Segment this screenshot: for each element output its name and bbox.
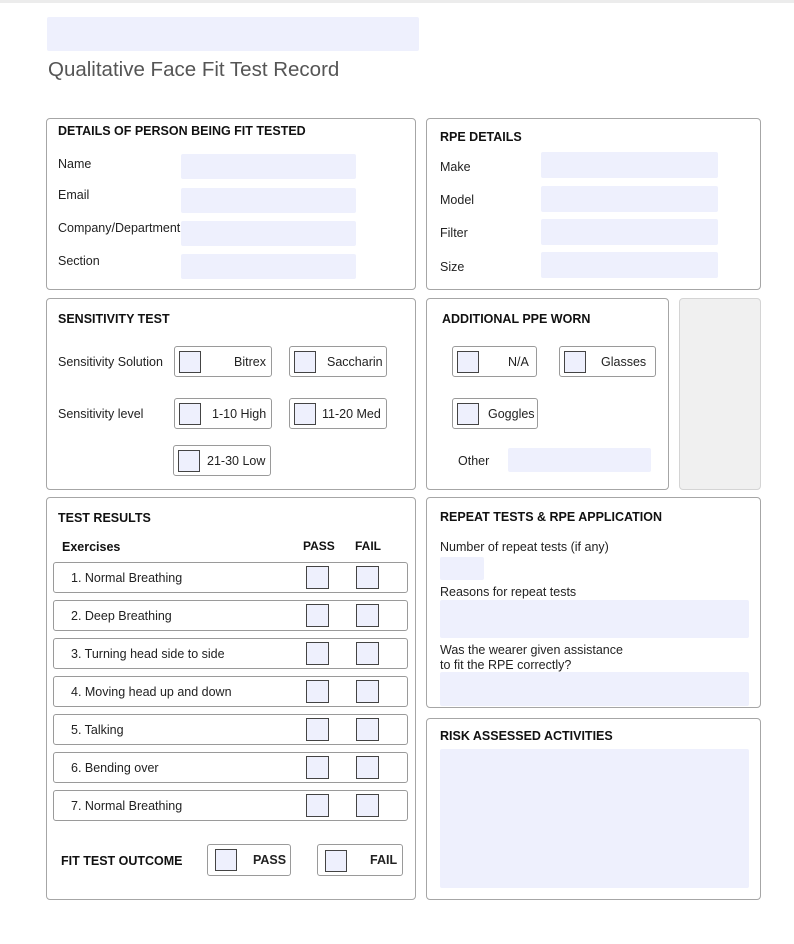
pass-checkbox[interactable] (306, 680, 329, 703)
exercise-row (53, 676, 408, 707)
sensitivity-level-label: Sensitivity level (58, 407, 144, 421)
fail-checkbox[interactable] (356, 680, 379, 703)
exercises-header: Exercises (62, 540, 121, 554)
level-med-label: 11-20 Med (322, 406, 381, 421)
level-high-label: 1-10 High (212, 406, 267, 421)
company-label: Company/Department (58, 221, 181, 235)
exercise-row (53, 714, 408, 745)
fail-checkbox[interactable] (356, 718, 379, 741)
sensitivity-solution-label: Sensitivity Solution (58, 355, 163, 369)
risk-assessed-field[interactable] (440, 749, 749, 888)
exercise-row (53, 790, 408, 821)
risk-assessed-panel (426, 718, 761, 900)
page-title: Qualitative Face Fit Test Record (48, 58, 340, 81)
pass-checkbox[interactable] (306, 794, 329, 817)
exercise-label: 6. Bending over (71, 761, 159, 775)
ppe-na-label: N/A (508, 354, 529, 369)
fail-checkbox[interactable] (356, 642, 379, 665)
level-med-checkbox[interactable] (294, 403, 316, 425)
ppe-other-label: Other (458, 454, 490, 468)
model-field[interactable] (541, 186, 718, 212)
ppe-other-field[interactable] (508, 448, 651, 472)
bitrex-option[interactable] (174, 346, 272, 377)
exercise-label: 3. Turning head side to side (71, 647, 225, 661)
person-details-panel (46, 118, 416, 290)
sensitivity-test-panel (46, 298, 416, 490)
level-med-option[interactable] (289, 398, 387, 429)
pass-checkbox[interactable] (306, 718, 329, 741)
level-low-checkbox[interactable] (178, 450, 200, 472)
assistance-label-line1: Was the wearer given assistance (440, 643, 623, 657)
level-high-option[interactable] (174, 398, 272, 429)
ppe-na-option[interactable] (452, 346, 537, 377)
exercise-label: 4. Moving head up and down (71, 685, 232, 699)
saccharin-checkbox[interactable] (294, 351, 316, 373)
company-field[interactable] (181, 221, 356, 246)
ppe-goggles-checkbox[interactable] (457, 403, 479, 425)
exercise-label: 7. Normal Breathing (71, 799, 183, 813)
repeat-number-label: Number of repeat tests (if any) (440, 540, 609, 554)
ppe-na-checkbox[interactable] (457, 351, 479, 373)
header-field[interactable] (47, 17, 419, 51)
repeat-number-field[interactable] (440, 557, 484, 580)
pass-checkbox[interactable] (306, 604, 329, 627)
bitrex-label: Bitrex (234, 354, 266, 369)
outcome-fail-label: FAIL (370, 853, 398, 867)
exercise-label: 1. Normal Breathing (71, 571, 183, 585)
fail-checkbox[interactable] (356, 794, 379, 817)
filter-field[interactable] (541, 219, 718, 245)
top-border (0, 0, 794, 3)
repeat-tests-panel (426, 497, 761, 708)
fail-checkbox[interactable] (356, 756, 379, 779)
exercise-row (53, 752, 408, 783)
section-label: Section (58, 254, 100, 268)
pass-checkbox[interactable] (306, 756, 329, 779)
make-field[interactable] (541, 152, 718, 178)
ppe-glasses-label: Glasses (601, 354, 647, 369)
sensitivity-test-heading: SENSITIVITY TEST (58, 312, 170, 326)
section-field[interactable] (181, 254, 356, 279)
grey-side-panel (679, 298, 761, 490)
assistance-label-line2: to fit the RPE correctly? (440, 658, 572, 672)
ppe-goggles-option[interactable] (452, 398, 538, 429)
size-label: Size (440, 260, 465, 274)
bitrex-checkbox[interactable] (179, 351, 201, 373)
outcome-pass-checkbox[interactable] (215, 849, 237, 871)
ppe-glasses-option[interactable] (559, 346, 656, 377)
rpe-details-panel (426, 118, 761, 290)
fit-test-outcome-label: FIT TEST OUTCOME (61, 854, 183, 868)
make-label: Make (440, 160, 471, 174)
ppe-goggles-label: Goggles (488, 406, 535, 421)
outcome-pass-option[interactable] (207, 844, 291, 876)
exercise-row (53, 600, 408, 631)
risk-assessed-heading: RISK ASSESSED ACTIVITIES (440, 729, 613, 743)
additional-ppe-panel (426, 298, 669, 490)
pass-header: PASS (303, 539, 335, 553)
exercise-row (53, 638, 408, 669)
additional-ppe-heading: ADDITIONAL PPE WORN (442, 312, 591, 326)
person-details-heading: DETAILS OF PERSON BEING FIT TESTED (58, 124, 306, 138)
fail-checkbox[interactable] (356, 566, 379, 589)
outcome-fail-option[interactable] (317, 844, 403, 876)
repeat-reasons-field[interactable] (440, 600, 749, 638)
exercise-label: 2. Deep Breathing (71, 609, 172, 623)
model-label: Model (440, 193, 475, 207)
saccharin-option[interactable] (289, 346, 387, 377)
name-field[interactable] (181, 154, 356, 179)
fail-checkbox[interactable] (356, 604, 379, 627)
level-low-option[interactable] (173, 445, 271, 476)
rpe-details-heading: RPE DETAILS (440, 130, 522, 144)
email-field[interactable] (181, 188, 356, 213)
filter-label: Filter (440, 226, 468, 240)
name-label: Name (58, 157, 92, 171)
test-results-heading: TEST RESULTS (58, 511, 151, 525)
ppe-glasses-checkbox[interactable] (564, 351, 586, 373)
saccharin-label: Saccharin (327, 354, 383, 369)
email-label: Email (58, 188, 90, 202)
size-field[interactable] (541, 252, 718, 278)
outcome-pass-label: PASS (253, 853, 287, 867)
exercise-row (53, 562, 408, 593)
fail-header: FAIL (355, 539, 381, 553)
level-low-label: 21-30 Low (207, 453, 266, 468)
assistance-field[interactable] (440, 672, 749, 706)
outcome-fail-checkbox[interactable] (325, 850, 347, 872)
pass-checkbox[interactable] (306, 566, 329, 589)
exercise-label: 5. Talking (71, 723, 124, 737)
test-results-panel (46, 497, 416, 900)
pass-checkbox[interactable] (306, 642, 329, 665)
level-high-checkbox[interactable] (179, 403, 201, 425)
repeat-tests-heading: REPEAT TESTS & RPE APPLICATION (440, 510, 663, 524)
repeat-reasons-label: Reasons for repeat tests (440, 585, 577, 599)
